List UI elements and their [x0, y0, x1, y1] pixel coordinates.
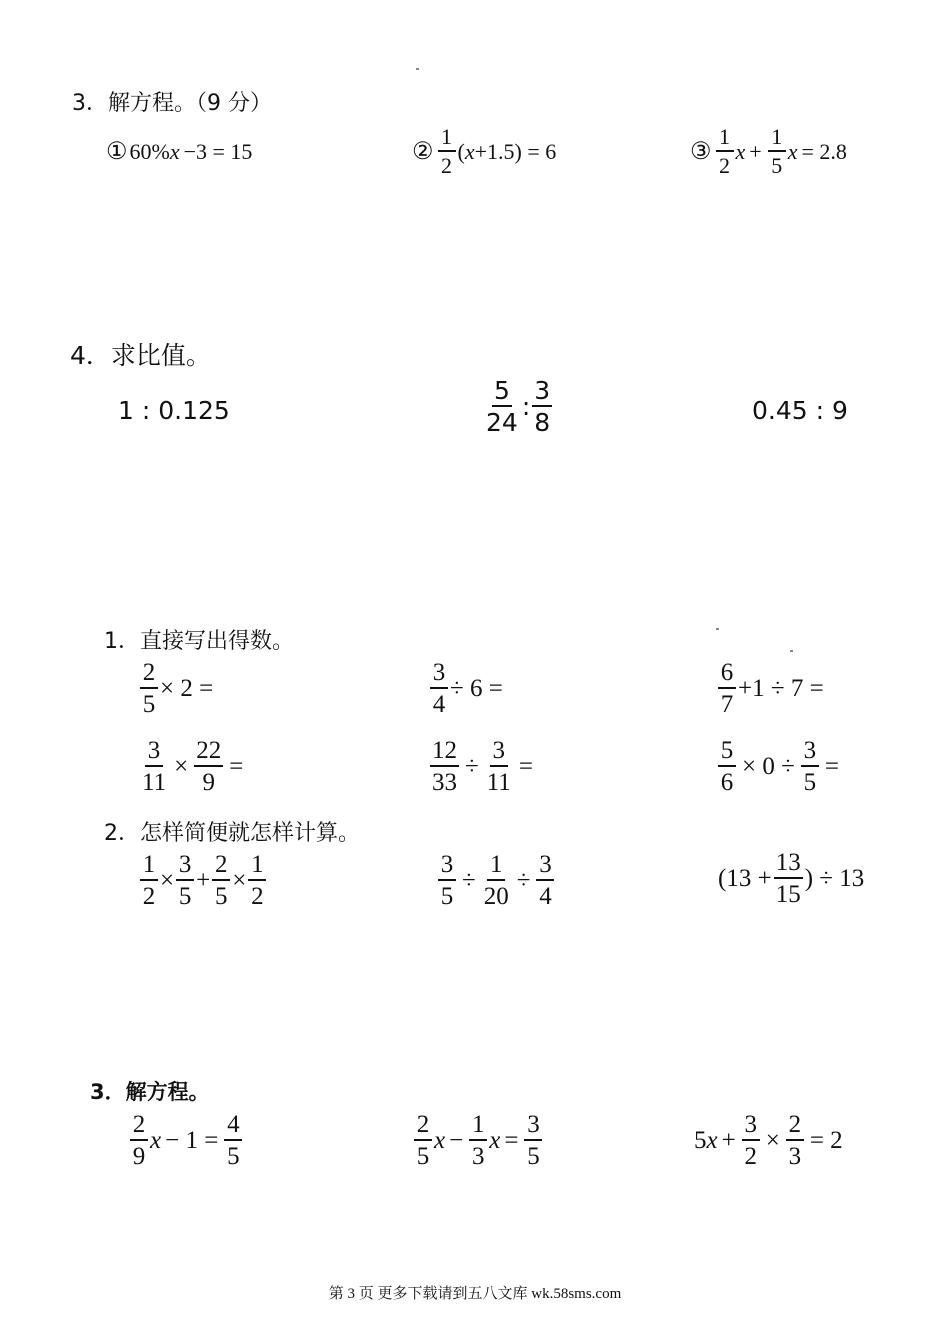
calc-2: $\frac{3}{4}$ ÷ 6 =	[428, 660, 503, 717]
solve-1: $\frac{2}{9}$ x − 1 = $\frac{4}{5}$	[128, 1112, 244, 1169]
calc-5: $\frac{12}{33}$ ÷ $\frac{3}{11}$ =	[432, 737, 533, 796]
section-b-title: 4．求比值。	[70, 341, 211, 370]
calc-1: $\frac{2}{5}$ × 2 =	[138, 660, 213, 717]
calc-6: $\frac{5}{6}$ × 0 ÷ $\frac{3}{5}$ =	[716, 738, 843, 795]
scan-speck	[716, 628, 719, 630]
section-c-title: 1．直接写出得数。	[104, 629, 294, 654]
simplify-2: $\frac{3}{5}$ ÷ $\frac{1}{20}$ ÷ $\frac{3}{4}$	[436, 852, 556, 909]
page-footer: 第 3 页 更多下载请到五八文库 wk.58sms.com	[328, 1286, 622, 1302]
ratio-2: $\frac{5}{24}$ : $\frac{3}{8}$	[486, 376, 551, 437]
equation-1: ① 60% x −3 = 15	[106, 139, 253, 165]
solve-2: $\frac{2}{5}$ x − $\frac{1}{3}$ x = $\frac{3}{5}$	[412, 1112, 544, 1169]
solve-3: 5 x + $\frac{3}{2}$ × $\frac{2}{3}$ = 2	[694, 1111, 843, 1170]
equation-3: ③ $\frac{1}{2}$ x + $\frac{1}{5}$ x = 2.8	[690, 124, 847, 178]
equation-2: ② $\frac{1}{2}$ ( x +1.5) = 6	[412, 124, 557, 178]
simplify-3: (13 + $\frac{13}{15}$ ) ÷ 13	[718, 849, 865, 908]
calc-4: $\frac{3}{11}$ × $\frac{22}{9}$ =	[142, 737, 244, 796]
section-a-title: 3．解方程。（9 分）	[72, 91, 272, 116]
calc-3: $\frac{6}{7}$ +1 ÷ 7 =	[716, 660, 824, 717]
scan-speck	[416, 68, 419, 70]
ratio-3: 0.45 : 9	[752, 396, 848, 425]
ratio-1: 1 : 0.125	[118, 396, 230, 425]
section-e-title: 3．解方程。	[90, 1080, 210, 1104]
section-d-title: 2．怎样简便就怎样计算。	[104, 821, 360, 846]
scan-speck	[790, 650, 793, 652]
simplify-1: $\frac{1}{2}$ × $\frac{3}{5}$ + $\frac{2}{5}$ × $\frac{1}{2}$	[138, 852, 268, 909]
